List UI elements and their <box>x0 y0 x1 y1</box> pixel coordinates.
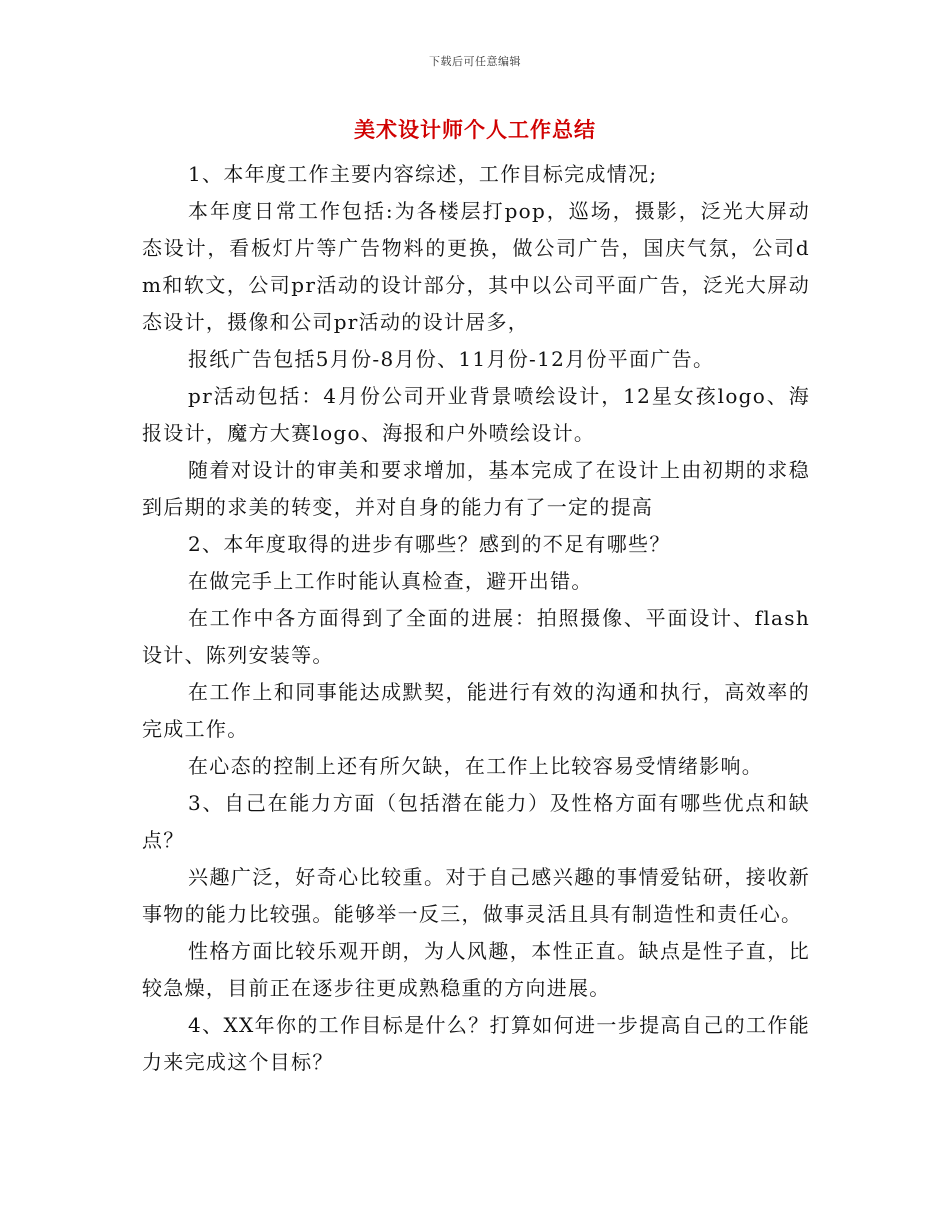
header-note: 下载后可任意编辑 <box>429 55 521 68</box>
paragraph: 3、自己在能力方面（包括潜在能力）及性格方面有哪些优点和缺点？ <box>142 791 810 852</box>
paragraph: 4、XX年你的工作目标是什么？打算如何进一步提高自己的工作能力来完成这个目标？ <box>142 1013 810 1074</box>
paragraph: 在心态的控制上还有所欠缺，在工作上比较容易受情绪影响。 <box>188 754 764 778</box>
paragraph: 本年度日常工作包括:为各楼层打pop，巡场，摄影，泛光大屏动态设计，看板灯片等广告物料的更换，做公司广告，国庆气氛，公司dm和软文，公司pr活动的设计部分，其中以公司平面广告，泛光大屏动态设计，摄像和公司pr活动的设计居多， <box>142 199 810 334</box>
paragraph: 性格方面比较乐观开朗，为人风趣，本性正直。缺点是性子直，比较急燥，目前正在逐步往更成熟稳重的方向进展。 <box>142 939 810 1000</box>
paragraph: 兴趣广泛，好奇心比较重。对于自己感兴趣的事情爱钻研，接收新事物的能力比较强。能够举一反三，做事灵活且具有制造性和责任心。 <box>142 865 810 926</box>
paragraph: 在工作上和同事能达成默契，能进行有效的沟通和执行，高效率的完成工作。 <box>142 680 810 741</box>
paragraph: 在工作中各方面得到了全面的进展：拍照摄像、平面设计、flash设计、陈列安装等。 <box>142 606 810 667</box>
document-title: 美术设计师个人工作总结 <box>354 117 596 142</box>
paragraph: 1、本年度工作主要内容综述，工作目标完成情况; <box>188 162 658 186</box>
paragraph: pr活动包括：4月份公司开业背景喷绘设计，12星女孩logo、海报设计，魔方大赛logo、海报和户外喷绘设计。 <box>142 384 810 445</box>
paragraph: 在做完手上工作时能认真检查，避开出错。 <box>188 569 593 593</box>
document-body <box>142 156 810 1081</box>
paragraph: 随着对设计的审美和要求增加，基本完成了在设计上由初期的求稳到后期的求美的转变，并对自身的能力有了一定的提高 <box>142 458 810 519</box>
paragraph: 2、本年度取得的进步有哪些？感到的不足有哪些？ <box>188 532 671 556</box>
paragraph: 报纸广告包括5月份-8月份、11月份-12月份平面广告。 <box>188 347 715 371</box>
